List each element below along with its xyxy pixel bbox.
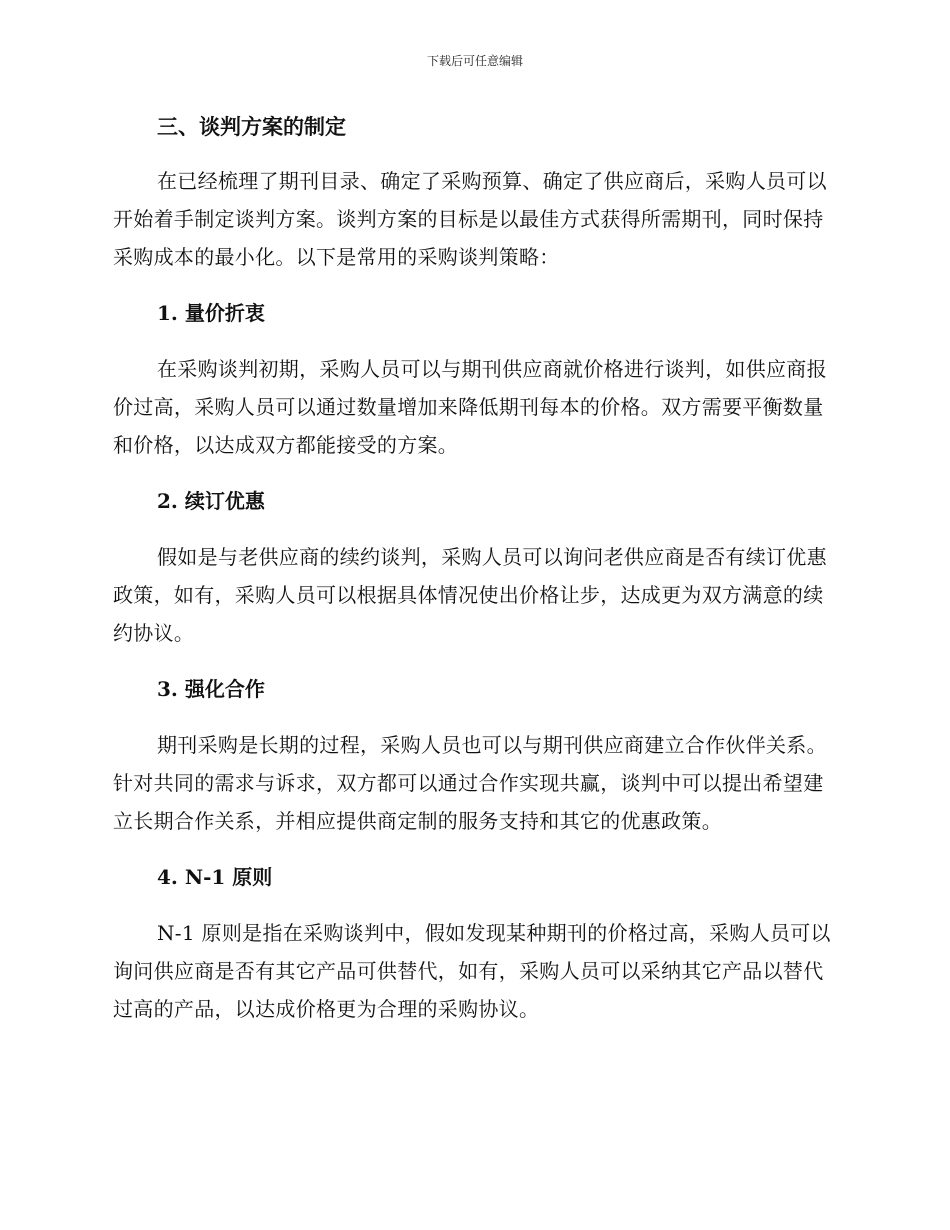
spacer xyxy=(113,332,833,350)
strategy-body-4: N-1 原则是指在采购谈判中，假如发现某种期刊的价格过高，采购人员可以询问供应商是否有其它产品可供替代，如有，采购人员可以采纳其它产品以替代过高的产品，以达成价格更为合理的采购协议。 xyxy=(113,921,831,1021)
spacer xyxy=(113,840,833,858)
strategy-title-2: 2. 续订优惠 xyxy=(157,489,265,513)
section-title: 三、谈判方案的制定 xyxy=(157,114,346,139)
spacer xyxy=(113,520,833,538)
spacer xyxy=(113,146,833,162)
spacer xyxy=(113,708,833,726)
spacer xyxy=(113,652,833,670)
spacer xyxy=(113,464,833,482)
strategy-title-4: 4. N-1 原则 xyxy=(157,865,273,889)
strategy-title-1: 1. 量价折衷 xyxy=(157,301,265,325)
strategy-body-2: 假如是与老供应商的续约谈判，采购人员可以询问老供应商是否有续订优惠政策，如有，采购人员可以根据具体情况使出价格让步，达成更为双方满意的续约协议。 xyxy=(113,545,827,645)
strategy-title-3: 3. 强化合作 xyxy=(157,677,265,701)
strategy-body-1: 在采购谈判初期，采购人员可以与期刊供应商就价格进行谈判，如供应商报价过高，采购人员可以通过数量增加来降低期刊每本的价格。双方需要平衡数量和价格，以达成双方都能接受的方案。 xyxy=(113,357,827,457)
document-body xyxy=(113,108,833,1028)
page-header: 下载后可任意编辑 xyxy=(426,54,523,68)
spacer xyxy=(113,276,833,294)
strategy-body-3: 期刊采购是长期的过程，采购人员也可以与期刊供应商建立合作伙伴关系。针对共同的需求与诉求，双方都可以通过合作实现共赢，谈判中可以提出希望建立长期合作关系，并相应提供商定制的服务支持和其它的优惠政策。 xyxy=(113,733,827,833)
intro-paragraph: 在已经梳理了期刊目录、确定了采购预算、确定了供应商后，采购人员可以开始着手制定谈判方案。谈判方案的目标是以最佳方式获得所需期刊，同时保持采购成本的最小化。以下是常用的采购谈判策略： xyxy=(113,169,827,269)
spacer xyxy=(113,896,833,914)
